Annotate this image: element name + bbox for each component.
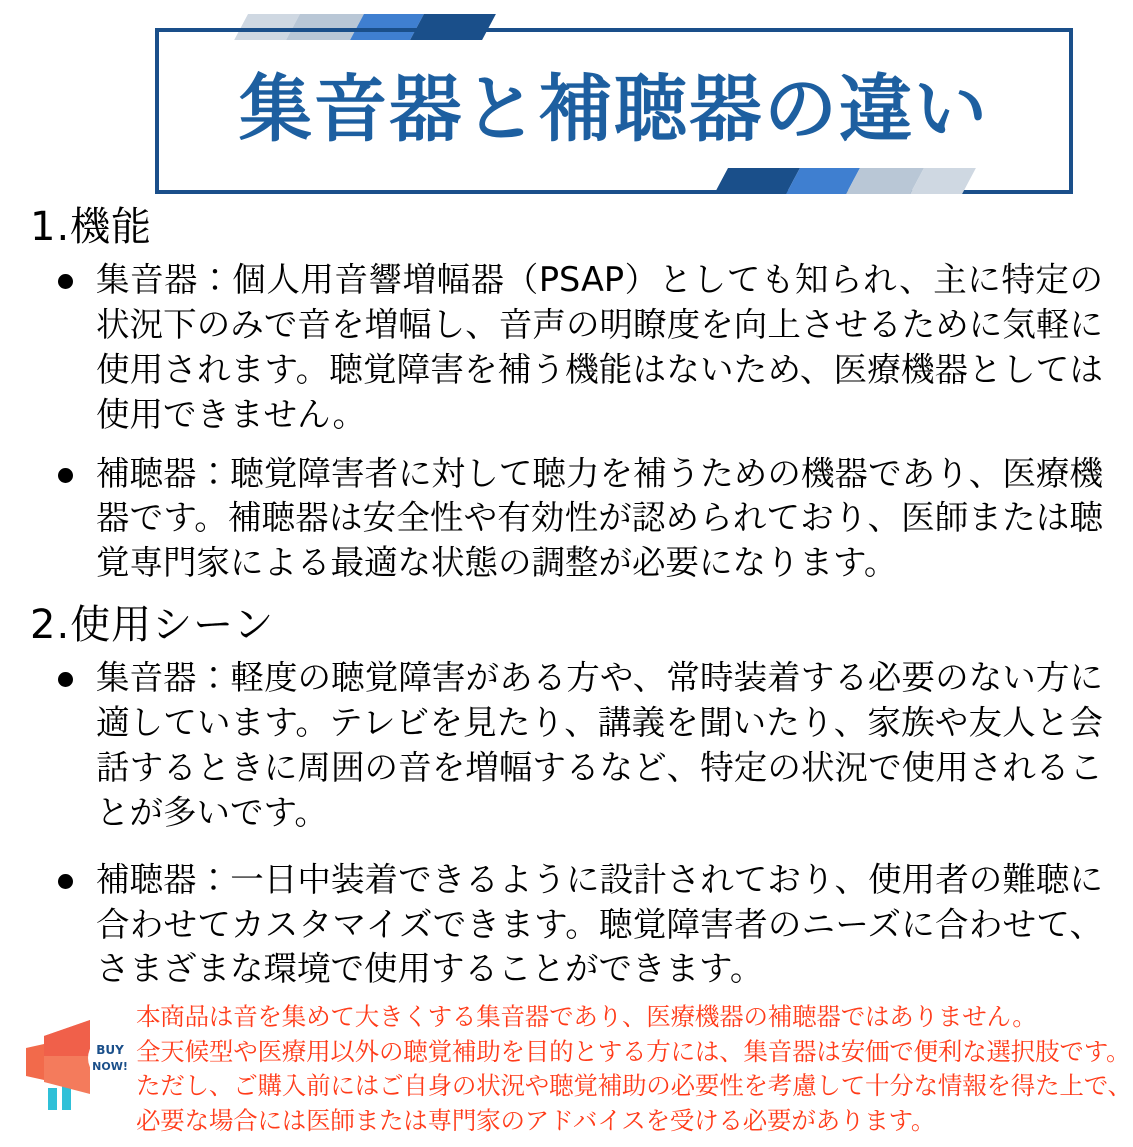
decorative-stripes-bottom [714,168,988,194]
megaphone-label-buy: BUY [96,1042,124,1057]
title-banner [155,14,1073,194]
footer-disclaimer [0,988,1133,1139]
disclaimer-text [136,1000,1132,1139]
section-function [30,202,1103,586]
section-heading: 2.使用シーン [30,602,275,649]
list-item: 補聴器：聴覚障害者に対して聴力を補うための機器であり、医療機器です。補聴器は安全性や有効性が認められており、医師または聴覚専門家による最適な状態の調整が必要になります。 [30,452,1103,587]
content-body [30,202,1103,992]
bullet-list [30,656,1103,992]
disclaimer-line: 必要な場合には医師または専門家のアドバイスを受ける必要があります。 [136,1106,936,1136]
megaphone-icon [18,1010,136,1120]
disclaimer-line: 本商品は音を集めて大きくする集音器であり、医療機器の補聴器ではありません。 [136,1001,1037,1031]
list-item: 集音器：個人用音響増幅器（PSAP）としても知られ、主に特定の状況下のみで音を増幅し、音声の明瞭度を向上させるために気軽に使用されます。聴覚障害を補う機能はないため、医療機器としては使用できません。 [30,258,1103,438]
section-heading: 1.機能 [30,204,153,250]
disclaimer-line: ただし、ご購入前にはご自身の状況や聴覚補助の必要性を考慮して十分な情報を得た上で、 [136,1071,1132,1101]
section-usage-scene [30,600,1103,992]
disclaimer-line: 全天候型や医療用以外の聴覚補助を目的とする方には、集音器は安価で便利な選択肢です。 [136,1036,1131,1066]
page-title: 集音器と補聴器の違い [239,66,989,152]
infographic-page [0,14,1133,1147]
list-item: 補聴器：一日中装着できるように設計されており、使用者の難聴に合わせてカスタマイズできます。聴覚障害者のニーズに合わせて、さまざまな環境で使用することができます。 [30,858,1103,993]
megaphone-label-now: NOW! [92,1059,128,1073]
bullet-list [30,258,1103,586]
list-item: 集音器：軽度の聴覚障害がある方や、常時装着する必要のない方に適しています。テレビを見たり、講義を聞いたり、家族や友人と会話するときに周囲の音を増幅するなど、特定の状況で使用されることが多いです。 [30,656,1103,836]
